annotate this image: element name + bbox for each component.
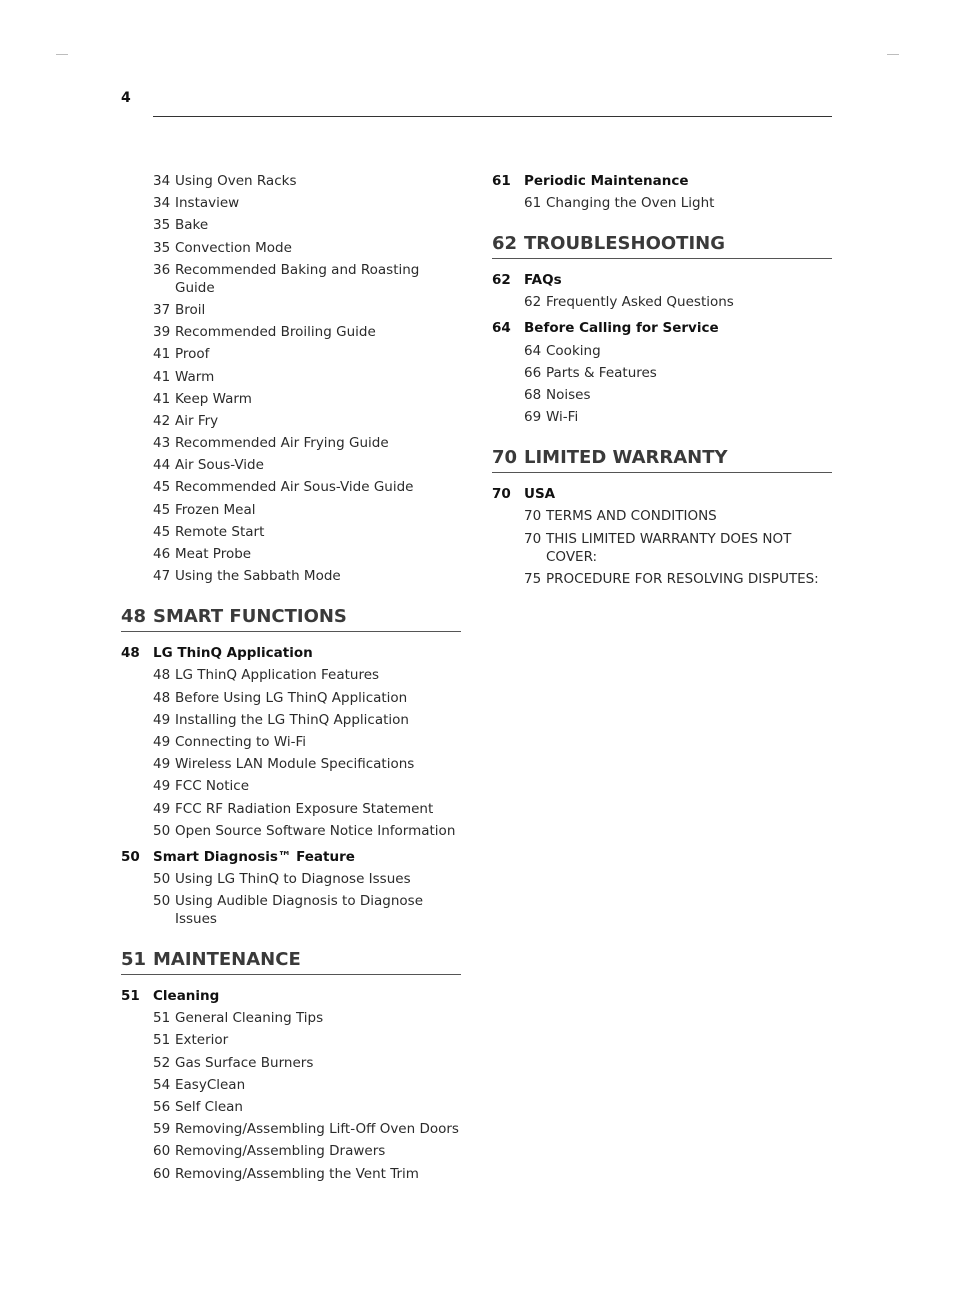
toc-entry[interactable] <box>121 822 461 840</box>
entry-page: 48 <box>153 689 171 706</box>
entry-title: Convection Mode <box>175 239 292 256</box>
entry-title: Removing/Assembling Lift-Off Oven Doors <box>175 1121 459 1138</box>
toc-entry[interactable] <box>121 733 461 751</box>
entry-page: 60 <box>153 1165 171 1182</box>
entry-title: Meat Probe <box>175 546 252 562</box>
entry-title: Wireless LAN Module Specifications <box>175 756 415 773</box>
toc-entry[interactable] <box>121 1076 461 1094</box>
toc-entry[interactable] <box>121 892 461 928</box>
toc-entry[interactable] <box>121 666 461 684</box>
entry-title: Warm <box>175 368 215 385</box>
periodic-maintenance-items <box>492 194 832 212</box>
entry-title: Exterior <box>175 1032 229 1049</box>
entry-page: 42 <box>153 412 171 429</box>
entry-page: 41 <box>153 390 171 407</box>
toc-entry[interactable] <box>121 545 461 563</box>
toc-entry[interactable] <box>121 777 461 795</box>
entry-page: 70 <box>524 530 542 547</box>
entry-title: Air Sous-Vide <box>175 457 264 474</box>
maintenance-groups <box>121 987 461 1183</box>
group-title: USA <box>524 486 556 503</box>
entry-page: 39 <box>153 324 171 341</box>
entry-page: 49 <box>153 800 171 817</box>
entry-title: Keep Warm <box>175 390 252 407</box>
entry-title: Removing/Assembling Drawers <box>175 1143 386 1160</box>
entry-title: Recommended Air Sous-Vide Guide <box>175 479 414 496</box>
entry-title: FCC Notice <box>175 778 250 795</box>
section-heading-maintenance[interactable] <box>121 948 461 975</box>
toc-entry[interactable] <box>121 194 461 212</box>
section-page: 70 <box>492 447 518 469</box>
entry-page: 50 <box>153 893 171 910</box>
toc-entry[interactable] <box>121 870 461 888</box>
entry-title: Frequently Asked Questions <box>546 294 734 311</box>
section-page: 51 <box>121 949 147 971</box>
toc-entry[interactable] <box>492 408 832 426</box>
toc-entry[interactable] <box>492 364 832 382</box>
entry-page: 70 <box>524 508 542 525</box>
entry-page: 60 <box>153 1143 171 1160</box>
entry-title: Recommended Baking and Roasting Guide <box>175 261 420 296</box>
section-title: TROUBLESHOOTING <box>524 233 725 255</box>
entry-page: 56 <box>153 1099 171 1115</box>
entry-title: Bake <box>175 217 209 234</box>
entry-page: 69 <box>524 409 542 426</box>
group-title: Cleaning <box>153 988 220 1005</box>
group-title: Smart Diagnosis™ Feature <box>153 848 355 865</box>
toc-right-column <box>492 172 832 592</box>
toc-entry[interactable] <box>121 523 461 541</box>
smart-functions-groups <box>121 644 461 928</box>
entry-page: 51 <box>153 1032 171 1049</box>
entry-title: Self Clean <box>175 1099 243 1115</box>
entry-page: 49 <box>153 756 171 773</box>
group-page: 61 <box>492 173 511 189</box>
entry-page: 34 <box>153 173 171 189</box>
toc-entry[interactable] <box>121 216 461 234</box>
entry-title: Proof <box>175 346 210 363</box>
group-page: 50 <box>121 848 140 865</box>
toc-entry[interactable] <box>492 293 832 311</box>
entry-title: Frozen Meal <box>175 501 256 518</box>
toc-entry[interactable] <box>121 301 461 319</box>
toc-entry[interactable] <box>121 434 461 452</box>
toc-group[interactable] <box>492 319 832 337</box>
entry-title: Remote Start <box>175 523 265 540</box>
group-title: FAQs <box>524 272 562 289</box>
toc-entry[interactable] <box>121 1165 461 1183</box>
entry-page: 36 <box>153 261 171 278</box>
entry-page: 62 <box>524 294 542 311</box>
group-page: 51 <box>121 988 140 1005</box>
entry-title: General Cleaning Tips <box>175 1010 324 1027</box>
toc-entry[interactable] <box>121 800 461 818</box>
entry-page: 49 <box>153 778 171 795</box>
entry-title: Cooking <box>546 342 601 359</box>
entry-page: 45 <box>153 523 171 540</box>
toc-entry[interactable] <box>492 342 832 360</box>
entry-title: Recommended Air Frying Guide <box>175 435 389 452</box>
toc-group[interactable] <box>121 987 461 1005</box>
entry-page: 46 <box>153 546 171 562</box>
toc-entry[interactable] <box>121 1031 461 1049</box>
section-page: 62 <box>492 233 518 255</box>
toc-entry[interactable] <box>121 261 461 297</box>
toc-group[interactable] <box>492 485 832 503</box>
toc-entry[interactable] <box>121 1054 461 1072</box>
group-page: 70 <box>492 486 511 503</box>
entry-page: 49 <box>153 711 171 728</box>
entry-page: 44 <box>153 457 171 474</box>
toc-entry[interactable] <box>121 689 461 707</box>
entry-title: THIS LIMITED WARRANTY DOES NOT COVER: <box>546 530 792 565</box>
entry-title: Instaview <box>175 195 240 212</box>
toc-entry[interactable] <box>121 1142 461 1160</box>
entry-page: 75 <box>524 570 542 587</box>
entry-page: 52 <box>153 1054 171 1071</box>
entry-page: 50 <box>153 822 171 839</box>
entry-page: 51 <box>153 1010 171 1027</box>
entry-title: Noises <box>546 386 591 403</box>
entry-title: PROCEDURE FOR RESOLVING DISPUTES: <box>546 570 819 587</box>
toc-top-items <box>121 172 461 585</box>
entry-page: 41 <box>153 346 171 363</box>
section-title: SMART FUNCTIONS <box>153 606 347 628</box>
entry-title: LG ThinQ Application Features <box>175 667 380 684</box>
entry-page: 68 <box>524 386 542 403</box>
entry-page: 50 <box>153 870 171 887</box>
entry-page: 54 <box>153 1076 171 1093</box>
entry-page: 37 <box>153 301 171 318</box>
page-number: 4 <box>121 90 131 106</box>
section-page: 48 <box>121 606 147 628</box>
toc-entry[interactable] <box>121 1009 461 1027</box>
entry-title: Using Audible Diagnosis to Diagnose Issues <box>175 893 424 928</box>
toc-entry[interactable] <box>121 567 461 585</box>
group-title: Periodic Maintenance <box>524 173 689 189</box>
entry-page: 43 <box>153 435 171 452</box>
entry-title: Installing the LG ThinQ Application <box>175 711 409 728</box>
toc-entry[interactable] <box>121 1120 461 1138</box>
crop-mark-left <box>56 54 68 55</box>
toc-entry[interactable] <box>121 172 461 190</box>
toc-entry[interactable] <box>121 390 461 408</box>
toc-entry[interactable] <box>121 345 461 363</box>
toc-entry[interactable] <box>492 570 832 588</box>
toc-entry[interactable] <box>121 478 461 496</box>
troubleshooting-groups <box>492 271 832 426</box>
entry-title: Removing/Assembling the Vent Trim <box>175 1165 419 1182</box>
header-rule <box>153 116 832 117</box>
group-title: LG ThinQ Application <box>153 645 313 662</box>
group-title: Before Calling for Service <box>524 320 719 337</box>
entry-title: Parts & Features <box>546 364 657 381</box>
entry-title: Before Using LG ThinQ Application <box>175 689 408 706</box>
entry-title: Gas Surface Burners <box>175 1054 314 1071</box>
section-heading-smart-functions[interactable] <box>121 605 461 632</box>
entry-page: 59 <box>153 1121 171 1138</box>
toc-group[interactable] <box>492 271 832 289</box>
toc-group-periodic-maintenance[interactable] <box>492 172 832 190</box>
entry-title: Wi-Fi <box>546 409 579 426</box>
entry-page: 35 <box>153 239 171 256</box>
entry-page: 66 <box>524 364 542 381</box>
toc-entry[interactable] <box>121 1098 461 1116</box>
toc-entry[interactable] <box>121 368 461 386</box>
entry-title: Using Oven Racks <box>175 173 297 189</box>
toc-entry[interactable] <box>121 501 461 519</box>
toc-entry[interactable] <box>492 194 832 212</box>
toc-entry[interactable] <box>121 456 461 474</box>
toc-entry[interactable] <box>492 386 832 404</box>
entry-page: 64 <box>524 342 542 359</box>
toc-group[interactable] <box>121 644 461 662</box>
entry-page: 45 <box>153 479 171 496</box>
entry-page: 49 <box>153 733 171 750</box>
entry-title: Connecting to Wi-Fi <box>175 733 307 750</box>
group-page: 64 <box>492 320 511 337</box>
section-title: LIMITED WARRANTY <box>524 447 728 469</box>
entry-title: Using LG ThinQ to Diagnose Issues <box>175 870 411 887</box>
toc-entry[interactable] <box>121 412 461 430</box>
entry-title: Air Fry <box>175 412 219 429</box>
entry-page: 61 <box>524 195 542 212</box>
entry-title: Changing the Oven Light <box>546 195 715 212</box>
section-title: MAINTENANCE <box>153 949 301 971</box>
entry-page: 45 <box>153 501 171 518</box>
toc-entry[interactable] <box>492 507 832 525</box>
entry-title: Using the Sabbath Mode <box>175 568 341 585</box>
entry-page: 47 <box>153 568 171 585</box>
toc-entry[interactable] <box>121 755 461 773</box>
section-heading-troubleshooting[interactable] <box>492 232 832 259</box>
toc-entry[interactable] <box>121 711 461 729</box>
toc-left-column <box>121 172 461 1187</box>
section-heading-limited-warranty[interactable] <box>492 446 832 473</box>
entry-page: 48 <box>153 667 171 684</box>
toc-entry[interactable] <box>121 239 461 257</box>
toc-entry[interactable] <box>492 530 832 566</box>
entry-page: 35 <box>153 217 171 234</box>
limited-warranty-groups <box>492 485 832 588</box>
entry-title: TERMS AND CONDITIONS <box>546 508 717 525</box>
entry-title: Open Source Software Notice Information <box>175 822 456 839</box>
toc-entry[interactable] <box>121 323 461 341</box>
entry-title: FCC RF Radiation Exposure Statement <box>175 800 434 817</box>
group-page: 62 <box>492 272 511 289</box>
toc-group[interactable] <box>121 848 461 866</box>
crop-mark-right <box>887 54 899 55</box>
entry-title: Broil <box>175 301 206 318</box>
group-page: 48 <box>121 645 140 662</box>
entry-title: EasyClean <box>175 1076 246 1093</box>
entry-title: Recommended Broiling Guide <box>175 324 376 341</box>
entry-page: 34 <box>153 195 171 212</box>
entry-page: 41 <box>153 368 171 385</box>
